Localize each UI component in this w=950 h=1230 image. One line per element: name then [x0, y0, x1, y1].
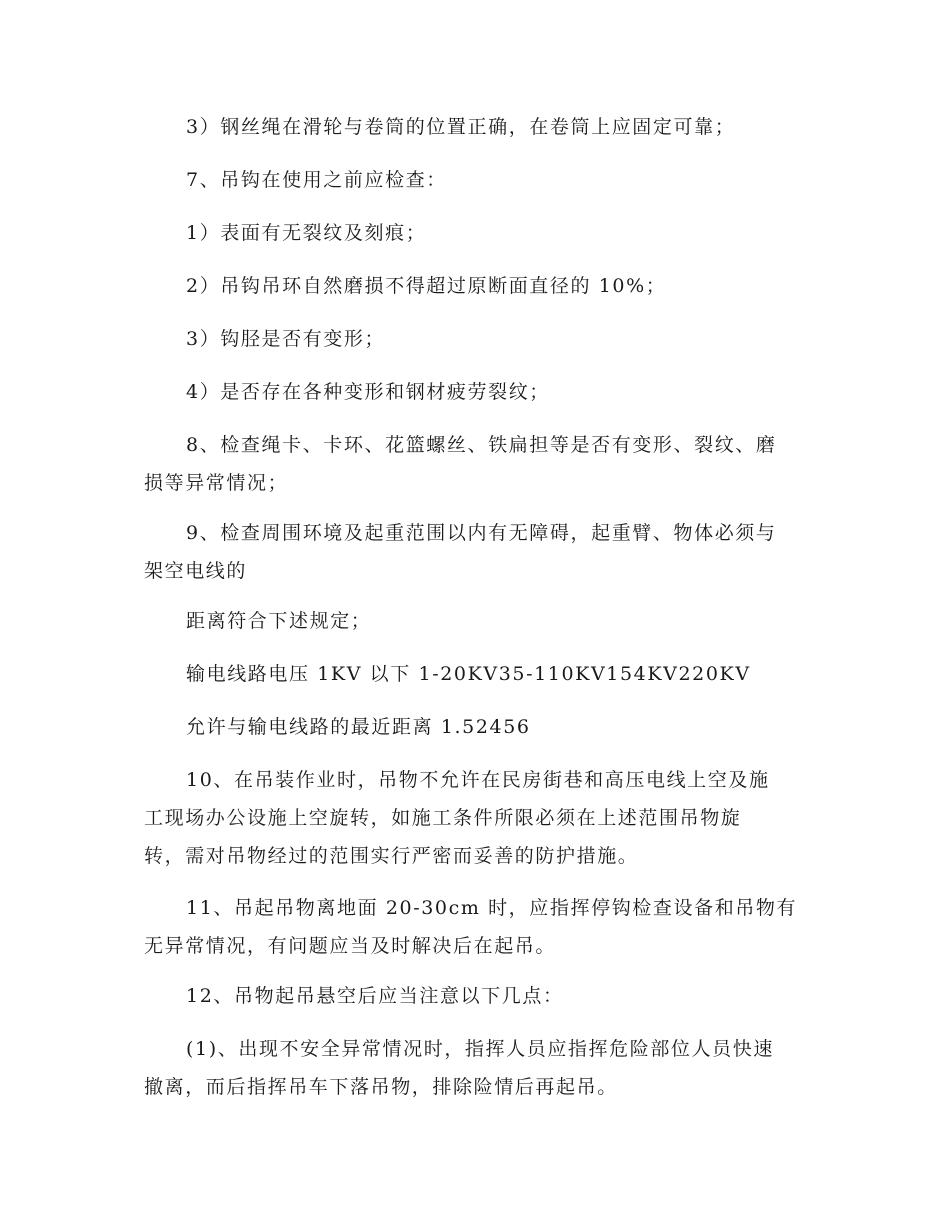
paragraph-15 — [144, 1030, 774, 1106]
paragraph-13 — [144, 889, 797, 965]
paragraph-line: 3）钢丝绳在滑轮与卷筒的位置正确，在卷筒上应固定可靠； — [186, 116, 736, 138]
paragraph-7 — [144, 426, 777, 502]
paragraph-line: 转，需对吊物经过的范围实行严密而妥善的防护措施。 — [144, 845, 639, 867]
paragraph-line: 3）钩胫是否有变形； — [186, 328, 386, 350]
paragraph-line: 损等异常情况； — [144, 472, 289, 494]
paragraph-10 — [186, 655, 751, 693]
paragraph-1 — [186, 108, 735, 146]
paragraph-line: 允许与输电线路的最近距离 1.52456 — [186, 716, 531, 738]
paragraph-line: 无异常情况，有问题应当及时解决后在起吊。 — [144, 935, 557, 957]
paragraph-8 — [144, 514, 777, 590]
paragraph-line: 1）表面有无裂纹及刻痕； — [186, 222, 427, 244]
paragraph-line: 4）是否存在各种变形和钢材疲劳裂纹； — [186, 381, 550, 403]
paragraph-line: (1)、出现不安全异常情况时，指挥人员应指挥危险部位人员快速 — [186, 1038, 774, 1060]
paragraph-3 — [186, 214, 426, 252]
paragraph-12 — [144, 761, 770, 875]
paragraph-line: 距离符合下述规定； — [186, 610, 372, 632]
paragraph-2 — [186, 161, 447, 199]
paragraph-line: 撤离，而后指挥吊车下落吊物，排除险情后再起吊。 — [144, 1076, 618, 1098]
paragraph-11 — [186, 708, 531, 746]
paragraph-line: 12、吊物起吊悬空后应当注意以下几点： — [186, 985, 564, 1007]
paragraph-line: 7、吊钩在使用之前应检查： — [186, 169, 447, 191]
paragraph-line: 10、在吊装作业时，吊物不允许在民房街巷和高压电线上空及施 — [186, 769, 770, 791]
paragraph-line: 8、检查绳卡、卡环、花篮螺丝、铁扁担等是否有变形、裂纹、磨 — [186, 434, 777, 456]
paragraph-line: 11、吊起吊物离地面 20-30cm 时，应指挥停钩检查设备和吊物有 — [186, 897, 798, 919]
paragraph-line: 9、检查周围环境及起重范围以内有无障碍，起重臂、物体必须与 — [186, 522, 777, 544]
paragraph-line: 2）吊钩吊环自然磨损不得超过原断面直径的 10%； — [186, 275, 667, 297]
paragraph-5 — [186, 320, 385, 358]
paragraph-14 — [186, 977, 564, 1015]
paragraph-9 — [186, 602, 371, 640]
paragraph-line: 架空电线的 — [144, 560, 248, 582]
paragraph-line: 输电线路电压 1KV 以下 1-20KV35-110KV154KV220KV — [186, 663, 751, 685]
paragraph-4 — [186, 267, 666, 305]
paragraph-line: 工现场办公设施上空旋转，如施工条件所限必须在上述范围吊物旋 — [144, 807, 742, 829]
paragraph-6 — [186, 373, 550, 411]
